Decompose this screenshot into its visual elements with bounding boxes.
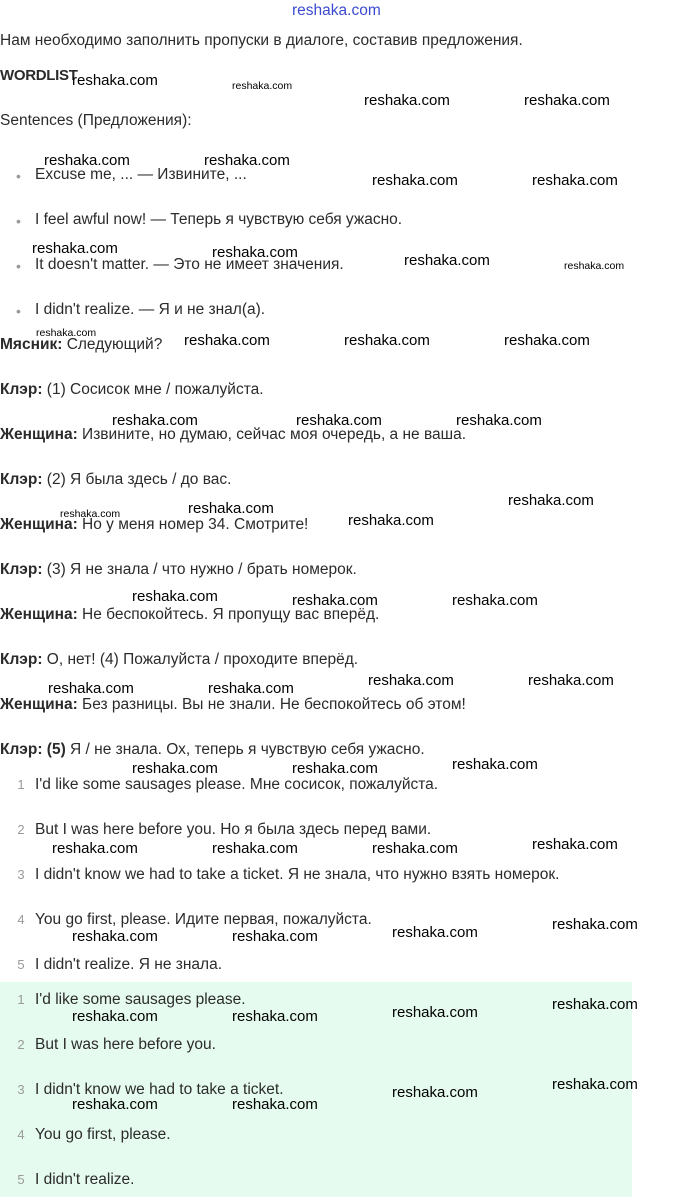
dialogue-text: (1) Сосисок мне / пожалуйста. bbox=[42, 381, 264, 398]
intro-text: Нам необходимо заполнить пропуски в диалоге, составив предложения. bbox=[0, 32, 523, 49]
sentences-heading: Sentences (Предложения): bbox=[0, 112, 192, 129]
watermark: reshaka.com bbox=[184, 332, 270, 349]
watermark: reshaka.com bbox=[292, 592, 378, 609]
item-number: 5 bbox=[17, 1172, 25, 1187]
dialogue-text: (3) Я не знала / что нужно / брать номерок. bbox=[42, 561, 357, 578]
watermark: reshaka.com bbox=[208, 680, 294, 697]
speaker-name: Мясник: bbox=[0, 336, 63, 353]
speaker-name: Клэр: bbox=[0, 651, 43, 668]
watermark: reshaka.com bbox=[552, 1076, 638, 1093]
speaker-name: Клэр: (5) bbox=[0, 741, 66, 758]
watermark: reshaka.com bbox=[368, 672, 454, 689]
dialogue-line bbox=[0, 515, 308, 535]
dialogue-line bbox=[0, 380, 264, 400]
watermark: reshaka.com bbox=[364, 92, 450, 109]
bullet-dot: • bbox=[16, 168, 21, 184]
watermark: reshaka.com bbox=[232, 1008, 318, 1025]
watermark: reshaka.com bbox=[348, 512, 434, 529]
watermark: reshaka.com bbox=[372, 172, 458, 189]
watermark: reshaka.com bbox=[72, 72, 158, 89]
site-watermark-link[interactable]: reshaka.com bbox=[292, 2, 381, 19]
speaker-name: Клэр: bbox=[0, 561, 43, 578]
watermark: reshaka.com bbox=[44, 152, 130, 169]
watermark: reshaka.com bbox=[504, 332, 590, 349]
watermark: reshaka.com bbox=[292, 760, 378, 777]
answer-item: But I was here before you. bbox=[35, 1036, 216, 1053]
watermark: reshaka.com bbox=[204, 152, 290, 169]
watermark: reshaka.com bbox=[60, 508, 121, 520]
watermark: reshaka.com bbox=[48, 680, 134, 697]
dialogue-text: Не беспокойтесь. Я пропущу вас вперёд. bbox=[77, 606, 380, 623]
watermark: reshaka.com bbox=[564, 260, 625, 272]
item-number: 2 bbox=[17, 1037, 25, 1052]
speaker-name: Клэр: bbox=[0, 381, 43, 398]
item-number: 1 bbox=[17, 777, 25, 792]
watermark: reshaka.com bbox=[72, 1008, 158, 1025]
dialogue-text: Но у меня номер 34. Смотрите! bbox=[77, 516, 309, 533]
speaker-name: Женщина: bbox=[0, 426, 78, 443]
watermark: reshaka.com bbox=[392, 924, 478, 941]
watermark: reshaka.com bbox=[36, 327, 97, 339]
watermark: reshaka.com bbox=[212, 244, 298, 261]
item-number: 3 bbox=[17, 867, 25, 882]
watermark: reshaka.com bbox=[132, 760, 218, 777]
list-item: But I was here before you. Но я была здесь перед вами. bbox=[35, 821, 432, 838]
watermark: reshaka.com bbox=[528, 672, 614, 689]
watermark: reshaka.com bbox=[72, 1096, 158, 1113]
watermark: reshaka.com bbox=[524, 92, 610, 109]
watermark: reshaka.com bbox=[212, 840, 298, 857]
watermark: reshaka.com bbox=[452, 756, 538, 773]
watermark: reshaka.com bbox=[508, 492, 594, 509]
answer-item: I'd like some sausages please. bbox=[35, 991, 246, 1008]
item-number: 4 bbox=[17, 1127, 25, 1142]
dialogue-text: Я / не знала. Ох, теперь я чувствую себя ужасно. bbox=[65, 741, 425, 758]
dialogue-line bbox=[0, 560, 357, 580]
list-item: I didn't realize. — Я и не знал(а). bbox=[35, 301, 266, 318]
speaker-name: Клэр: bbox=[0, 471, 43, 488]
dialogue-text: Без разницы. Вы не знали. Не беспокойтесь об этом! bbox=[77, 696, 466, 713]
dialogue-text: Следующий? bbox=[62, 336, 163, 353]
speaker-name: Женщина: bbox=[0, 516, 78, 533]
item-number: 4 bbox=[17, 912, 25, 927]
watermark: reshaka.com bbox=[52, 840, 138, 857]
item-number: 3 bbox=[17, 1082, 25, 1097]
bullet-dot: • bbox=[16, 258, 21, 274]
watermark: reshaka.com bbox=[452, 592, 538, 609]
dialogue-line bbox=[0, 650, 358, 670]
speaker-name: Женщина: bbox=[0, 696, 78, 713]
list-item: Excuse me, ... — Извините, ... bbox=[35, 166, 247, 183]
watermark: reshaka.com bbox=[532, 172, 618, 189]
speaker-name: Женщина: bbox=[0, 606, 78, 623]
watermark: reshaka.com bbox=[72, 928, 158, 945]
bullet-dot: • bbox=[16, 303, 21, 319]
list-item: I'd like some sausages please. Мне сосисок, пожалуйста. bbox=[35, 776, 439, 793]
dialogue-text: (2) Я была здесь / до вас. bbox=[42, 471, 232, 488]
watermark: reshaka.com bbox=[372, 840, 458, 857]
watermark: reshaka.com bbox=[404, 252, 490, 269]
list-item: I didn't realize. Я не знала. bbox=[35, 956, 223, 973]
item-number: 2 bbox=[17, 822, 25, 837]
list-item: It doesn't matter. — Это не имеет значения. bbox=[35, 256, 344, 273]
watermark: reshaka.com bbox=[532, 836, 618, 853]
answer-item: I didn't know we had to take a ticket. bbox=[35, 1081, 284, 1098]
list-item: I didn't know we had to take a ticket. Я не знала, что нужно взять номерок. bbox=[35, 866, 560, 883]
bullet-dot: • bbox=[16, 213, 21, 229]
watermark: reshaka.com bbox=[344, 332, 430, 349]
item-number: 1 bbox=[17, 992, 25, 1007]
watermark: reshaka.com bbox=[392, 1084, 478, 1101]
watermark: reshaka.com bbox=[188, 500, 274, 517]
answer-item: I didn't realize. bbox=[35, 1171, 135, 1188]
watermark: reshaka.com bbox=[552, 916, 638, 933]
watermark: reshaka.com bbox=[112, 412, 198, 429]
dialogue-line bbox=[0, 695, 466, 715]
item-number: 5 bbox=[17, 957, 25, 972]
list-item: You go first, please. Идите первая, пожалуйста. bbox=[35, 911, 372, 928]
dialogue-text: О, нет! (4) Пожалуйста / проходите вперёд. bbox=[42, 651, 359, 668]
watermark: reshaka.com bbox=[232, 928, 318, 945]
watermark: reshaka.com bbox=[232, 80, 293, 92]
dialogue-text: Извините, но думаю, сейчас моя очередь, а не ваша. bbox=[77, 426, 467, 443]
dialogue-line bbox=[0, 740, 425, 760]
watermark: reshaka.com bbox=[456, 412, 542, 429]
answer-item: You go first, please. bbox=[35, 1126, 171, 1143]
watermark: reshaka.com bbox=[392, 1004, 478, 1021]
dialogue-line bbox=[0, 470, 231, 490]
watermark: reshaka.com bbox=[132, 588, 218, 605]
wordlist-label: WORDLIST bbox=[0, 67, 78, 84]
dialogue-line bbox=[0, 425, 466, 445]
watermark: reshaka.com bbox=[552, 996, 638, 1013]
watermark: reshaka.com bbox=[296, 412, 382, 429]
watermark: reshaka.com bbox=[32, 240, 118, 257]
watermark: reshaka.com bbox=[232, 1096, 318, 1113]
list-item: I feel awful now! — Теперь я чувствую себя ужасно. bbox=[35, 211, 403, 228]
